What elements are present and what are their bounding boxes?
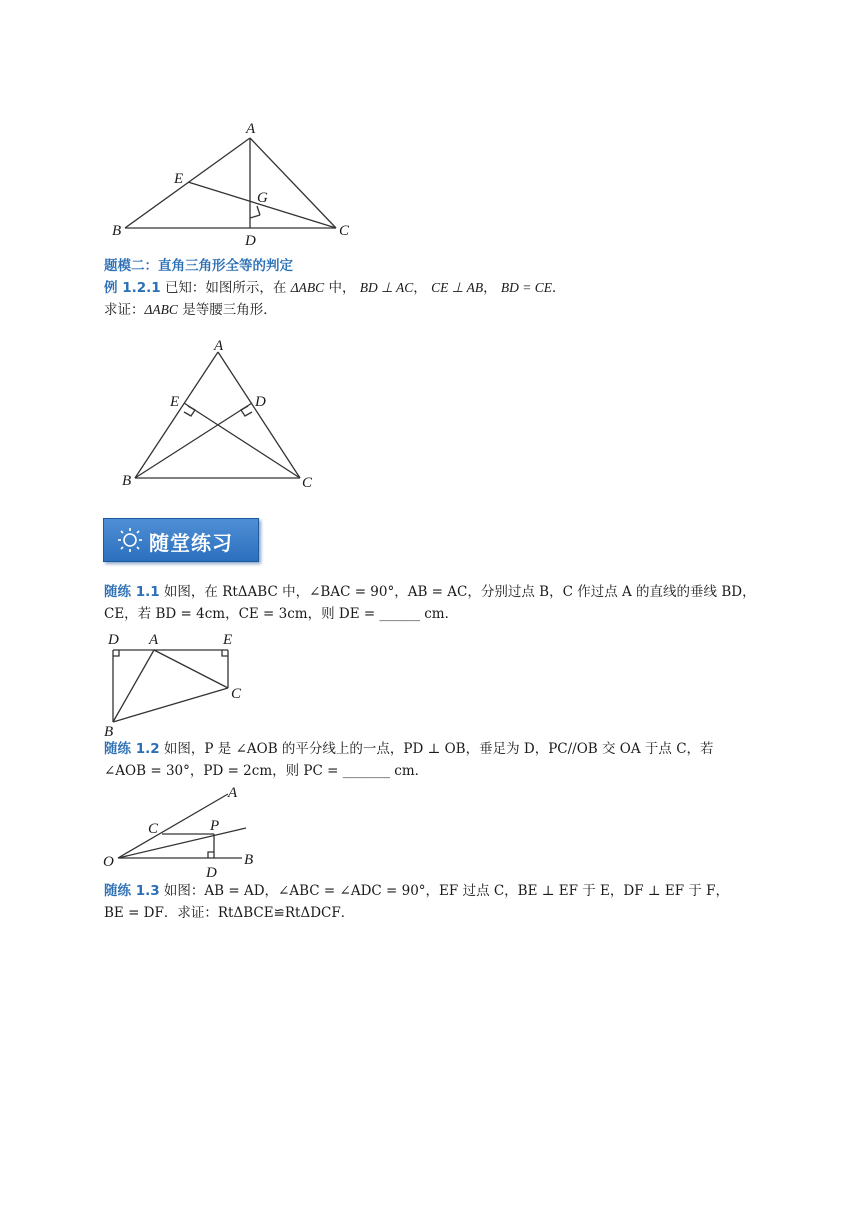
exercise-1-2-line1: 随练 1.2 如图，P 是 ∠AOB 的平分线上的一点，PD ⊥ OB，垂足为 D，PC//OB 交 OA 于点 C，若 <box>104 741 714 757</box>
label-B: B <box>112 223 122 239</box>
example-prove: 求证：ΔABC 是等腰三角形． <box>104 302 277 318</box>
section-heading: 题模二：直角三角形全等的判定 <box>104 258 293 274</box>
label-E: E <box>174 171 184 187</box>
figure-ex1-1 <box>104 628 254 740</box>
practice-banner <box>103 518 259 562</box>
example-statement: 例 1.2.1 已知：如图所示，在 ΔABC 中， BD ⊥ AC， CE ⊥ AB， BD = CE． <box>104 280 566 296</box>
label-D: D <box>108 632 119 648</box>
example-label: 例 1.2.1 <box>104 280 161 296</box>
label-B: B <box>122 473 132 489</box>
exercise-1-2-line2: ∠AOB = 30°，PD = 2cm，则 PC = _______ cm． <box>104 763 429 779</box>
exercise-1-3-line2: BE = DF．求证：RtΔBCE≌RtΔDCF． <box>104 905 355 921</box>
label-A: A <box>246 121 256 137</box>
lightbulb-icon <box>116 527 144 557</box>
label-C: C <box>148 821 159 837</box>
label-B: B <box>244 852 254 868</box>
label-A: A <box>214 338 224 354</box>
exercise-1-1-label: 随练 1.1 <box>104 584 160 600</box>
label-E: E <box>223 632 233 648</box>
exercise-1-3-line1: 随练 1.3 如图：AB = AD，∠ABC = ∠ADC = 90°，EF 过点 C，BE ⊥ EF 于 E，DF ⊥ EF 于 F， <box>104 883 730 899</box>
label-E: E <box>170 394 180 410</box>
label-G: G <box>257 190 268 206</box>
figure-triangle-altitude <box>108 118 358 248</box>
exercise-1-1-line1: 随练 1.1 如图，在 RtΔABC 中，∠BAC = 90°，AB = AC，分别过点 B，C 作过点 A 的直线的垂线 BD， <box>104 584 756 600</box>
figure-ex1-2 <box>102 784 272 880</box>
label-A: A <box>149 632 159 648</box>
figure-isosceles-triangle <box>118 336 328 494</box>
label-D: D <box>206 865 217 880</box>
label-A: A <box>228 785 238 801</box>
label-D: D <box>255 394 266 410</box>
exercise-1-3-label: 随练 1.3 <box>104 883 160 899</box>
banner-title: 随堂练习 <box>149 531 233 555</box>
label-O: O <box>103 854 114 870</box>
label-C: C <box>302 475 313 491</box>
label-D: D <box>245 233 256 248</box>
label-B: B <box>104 724 114 740</box>
label-P: P <box>210 818 220 834</box>
exercise-1-2-label: 随练 1.2 <box>104 741 160 757</box>
exercise-1-1-line2: CE，若 BD = 4cm，CE = 3cm，则 DE = ______ cm． <box>104 606 459 622</box>
label-C: C <box>339 223 350 239</box>
label-C: C <box>231 686 242 702</box>
